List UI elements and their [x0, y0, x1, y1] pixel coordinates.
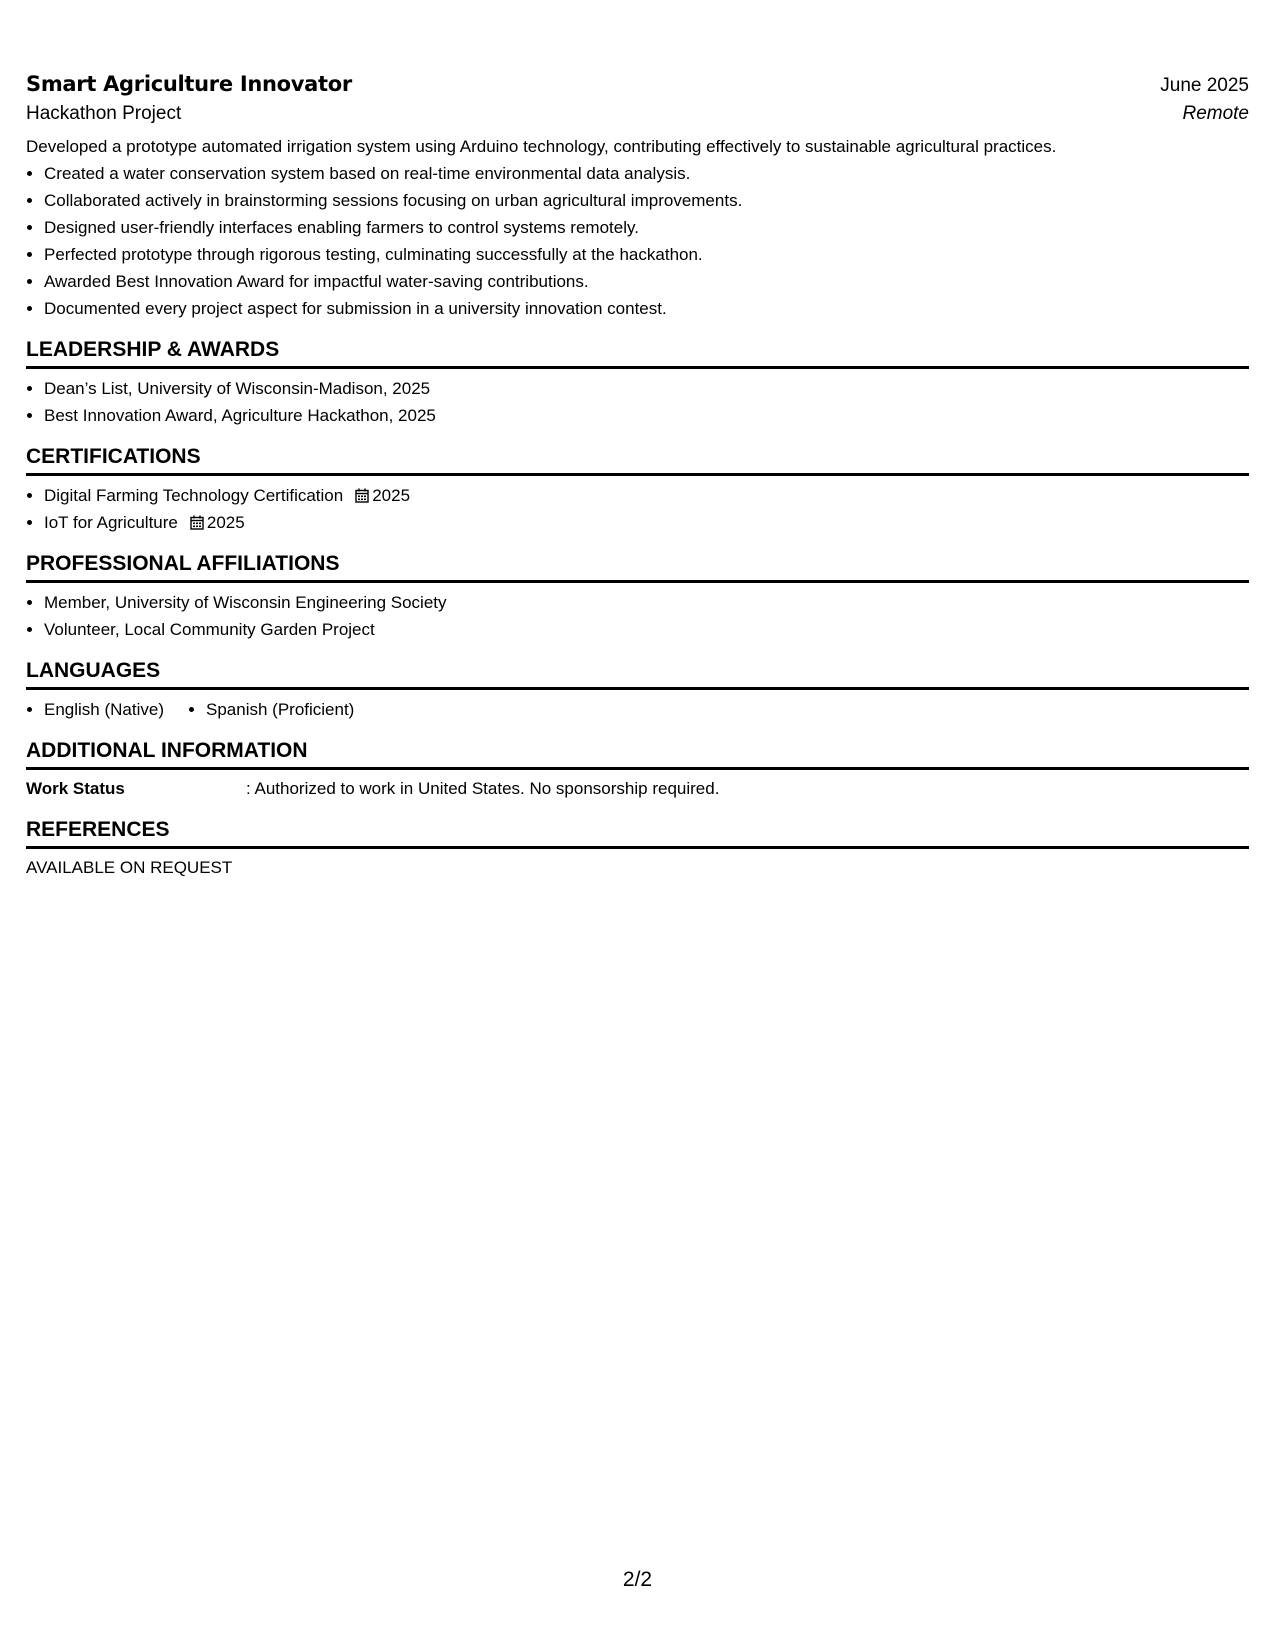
- references-section: [26, 818, 1249, 881]
- section-title: PROFESSIONAL AFFILIATIONS: [26, 552, 1249, 583]
- section-title: REFERENCES: [26, 818, 1249, 849]
- list-item: • Collaborated actively in brainstorming sessions focusing on urban agricultural improvements.: [44, 187, 1249, 214]
- certification-year: 2025: [372, 486, 411, 505]
- certification-name: Digital Farming Technology Certification: [44, 486, 344, 505]
- additional-info-section: [26, 739, 1249, 802]
- project-date: June 2025: [1160, 75, 1249, 96]
- list-item: • English (Native): [44, 696, 164, 723]
- section-title: ADDITIONAL INFORMATION: [26, 739, 1249, 770]
- project-location: Remote: [1182, 103, 1249, 124]
- affiliations-list: [26, 589, 1249, 643]
- list-item: • Awarded Best Innovation Award for impactful water-saving contributions.: [44, 268, 1249, 295]
- list-item: • Spanish (Proficient): [206, 696, 354, 723]
- calendar-icon: [190, 515, 204, 530]
- section-title: CERTIFICATIONS: [26, 445, 1249, 476]
- list-item: • Member, University of Wisconsin Engineering Society: [44, 589, 1249, 616]
- project-header: [26, 72, 1249, 97]
- project-bullets: [26, 160, 1249, 322]
- page-number: 2/2: [622, 1568, 653, 1591]
- references-text: AVAILABLE ON REQUEST: [26, 858, 233, 877]
- certification-name: IoT for Agriculture: [44, 513, 178, 532]
- list-item: • Perfected prototype through rigorous testing, culminating successfully at the hackathon.: [44, 241, 1249, 268]
- project-subheader: [26, 103, 1249, 125]
- list-item: [44, 509, 1249, 536]
- list-item: • Designed user-friendly interfaces enabling farmers to control systems remotely.: [44, 214, 1249, 241]
- work-status-label: Work Status: [26, 779, 125, 798]
- work-status-value: : Authorized to work in United States. No sponsorship required.: [246, 779, 720, 798]
- list-item: • Dean’s List, University of Wisconsin-Madison, 2025: [44, 375, 1249, 402]
- list-item: • Volunteer, Local Community Garden Project: [44, 616, 1249, 643]
- list-item: • Best Innovation Award, Agriculture Hackathon, 2025: [44, 402, 1249, 429]
- section-title: LANGUAGES: [26, 659, 1249, 690]
- leadership-section: [26, 338, 1249, 429]
- languages-list: [26, 696, 1249, 723]
- work-status-row: [26, 776, 1249, 802]
- certification-year: 2025: [206, 513, 245, 532]
- calendar-icon: [355, 488, 369, 503]
- languages-section: [26, 659, 1249, 723]
- project-title: Smart Agriculture Innovator: [26, 72, 352, 96]
- leadership-list: [26, 375, 1249, 429]
- section-title: LEADERSHIP & AWARDS: [26, 338, 1249, 369]
- project-organization: Hackathon Project: [26, 103, 182, 124]
- list-item: • Documented every project aspect for submission in a university innovation contest.: [44, 295, 1249, 322]
- affiliations-section: [26, 552, 1249, 643]
- list-item: • Created a water conservation system based on real-time environmental data analysis.: [44, 160, 1249, 187]
- certifications-section: [26, 445, 1249, 536]
- list-item: [44, 482, 1249, 509]
- resume-page: [26, 72, 1249, 881]
- project-description: Developed a prototype automated irrigation system using Arduino technology, contributing effectively to sustainable agricultural practices.: [26, 137, 1057, 156]
- certifications-list: [26, 482, 1249, 536]
